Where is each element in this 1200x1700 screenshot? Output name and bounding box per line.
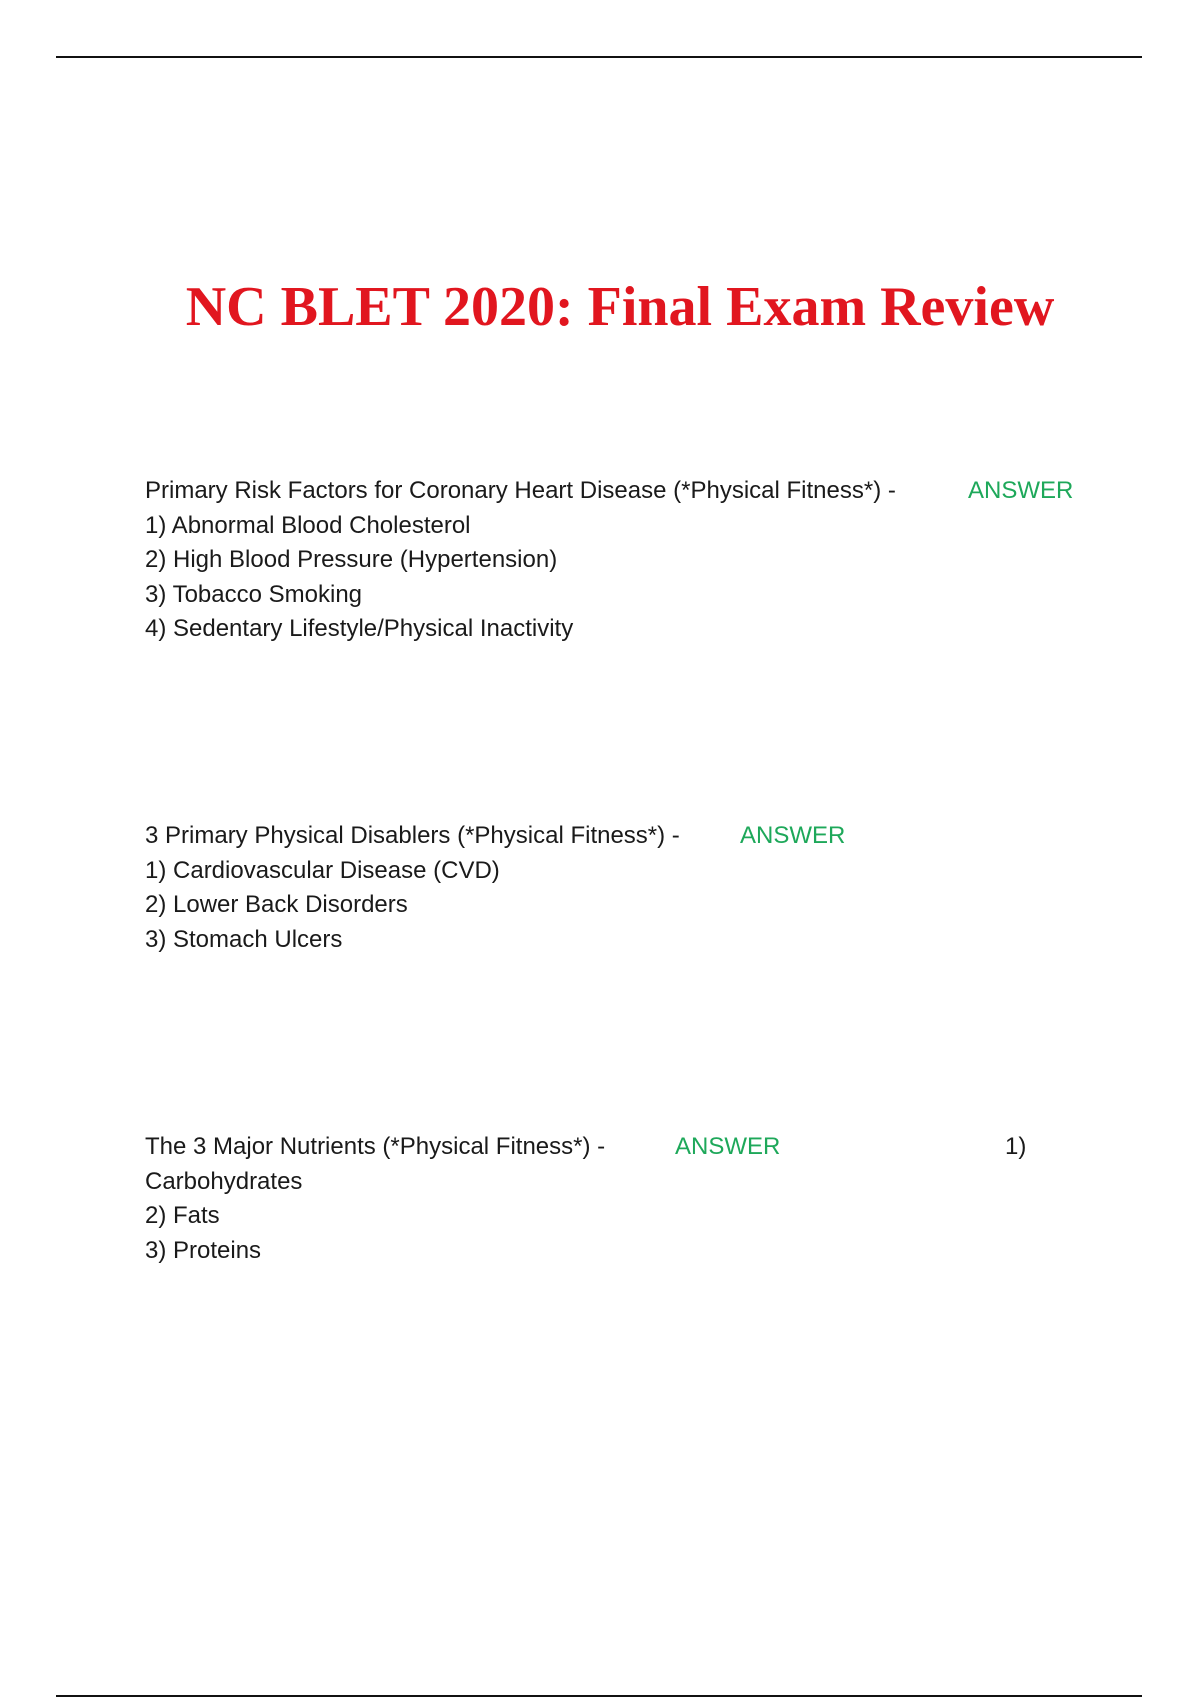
question-block-2 bbox=[145, 819, 1075, 957]
bottom-rule bbox=[56, 1695, 1142, 1697]
list-item: 3) Proteins bbox=[145, 1236, 262, 1264]
document-title: NC BLET 2020: Final Exam Review bbox=[185, 276, 1055, 338]
list-item: 2) Fats bbox=[145, 1202, 220, 1229]
answer-label: ANSWER bbox=[968, 477, 1074, 504]
list-item: Carbohydrates bbox=[145, 1167, 303, 1195]
list-item: 2) Lower Back Disorders bbox=[145, 891, 408, 918]
question-block-1 bbox=[145, 474, 1075, 647]
top-rule bbox=[56, 56, 1142, 58]
answer-label: ANSWER bbox=[675, 1133, 781, 1160]
answer-label: ANSWER bbox=[740, 822, 846, 849]
list-item: 4) Sedentary Lifestyle/Physical Inactivity bbox=[145, 615, 574, 642]
list-item-number: 1) bbox=[1005, 1133, 1027, 1160]
list-item: 3) Tobacco Smoking bbox=[145, 580, 363, 608]
question-text: The 3 Major Nutrients (*Physical Fitness*) - bbox=[145, 1133, 606, 1160]
question-text: Primary Risk Factors for Coronary Heart Disease (*Physical Fitness*) - bbox=[145, 477, 896, 504]
list-item: 1) Abnormal Blood Cholesterol bbox=[145, 511, 471, 539]
question-line bbox=[145, 1130, 1075, 1165]
question-text: 3 Primary Physical Disablers (*Physical Fitness*) - bbox=[145, 822, 680, 849]
question-block-3 bbox=[145, 1130, 1075, 1268]
question-line bbox=[145, 474, 1075, 509]
list-item: 3) Stomach Ulcers bbox=[145, 925, 343, 953]
list-item: 1) Cardiovascular Disease (CVD) bbox=[145, 856, 500, 884]
list-item: 2) High Blood Pressure (Hypertension) bbox=[145, 546, 558, 573]
question-line bbox=[145, 819, 1075, 854]
